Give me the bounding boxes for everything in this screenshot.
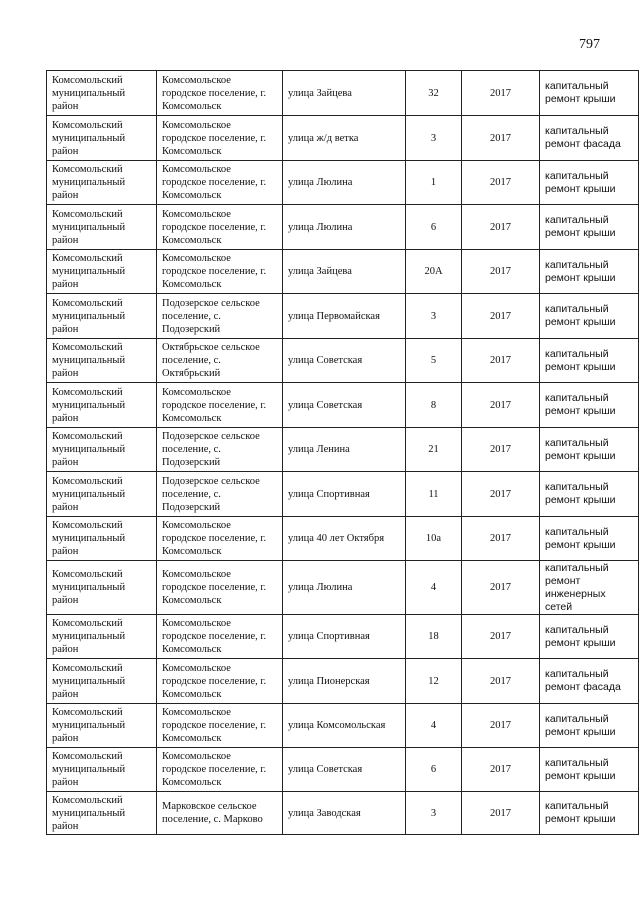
- year-cell: 2017: [462, 71, 540, 116]
- district-cell: Комсомольский муниципальный район: [47, 659, 157, 704]
- street-cell: улица Комсомольская: [283, 704, 406, 748]
- table-row: [47, 748, 639, 792]
- house-number-cell: 20А: [406, 250, 462, 294]
- house-number-cell: 4: [406, 704, 462, 748]
- house-number-cell: 11: [406, 472, 462, 517]
- street-cell: улица Советская: [283, 748, 406, 792]
- street-cell: улица Пионерская: [283, 659, 406, 704]
- repair-registry-table: [46, 70, 639, 835]
- work-type-cell: капитальный ремонт крыши: [540, 294, 639, 339]
- settlement-cell: Комсомольское городское поселение, г. Комсомольск: [157, 116, 283, 161]
- work-type-cell: капитальный ремонт инженерных сетей: [540, 561, 639, 615]
- year-cell: 2017: [462, 561, 540, 615]
- district-cell: Комсомольский муниципальный район: [47, 748, 157, 792]
- table-row: [47, 472, 639, 517]
- settlement-cell: Комсомольское городское поселение, г. Комсомольск: [157, 517, 283, 561]
- year-cell: 2017: [462, 339, 540, 383]
- house-number-cell: 6: [406, 205, 462, 250]
- street-cell: улица Люлина: [283, 161, 406, 205]
- district-cell: Комсомольский муниципальный район: [47, 472, 157, 517]
- table-row: [47, 659, 639, 704]
- district-cell: Комсомольский муниципальный район: [47, 294, 157, 339]
- settlement-cell: Марковское сельское поселение, с. Марково: [157, 792, 283, 835]
- table-row: [47, 161, 639, 205]
- table-row: [47, 71, 639, 116]
- table-row: [47, 339, 639, 383]
- year-cell: 2017: [462, 428, 540, 472]
- year-cell: 2017: [462, 161, 540, 205]
- table-row: [47, 294, 639, 339]
- district-cell: Комсомольский муниципальный район: [47, 71, 157, 116]
- district-cell: Комсомольский муниципальный район: [47, 250, 157, 294]
- house-number-cell: 1: [406, 161, 462, 205]
- work-type-cell: капитальный ремонт крыши: [540, 472, 639, 517]
- work-type-cell: капитальный ремонт крыши: [540, 339, 639, 383]
- table-row: [47, 383, 639, 428]
- house-number-cell: 8: [406, 383, 462, 428]
- street-cell: улица 40 лет Октября: [283, 517, 406, 561]
- work-type-cell: капитальный ремонт крыши: [540, 748, 639, 792]
- work-type-cell: капитальный ремонт фасада: [540, 116, 639, 161]
- settlement-cell: Комсомольское городское поселение, г. Комсомольск: [157, 161, 283, 205]
- house-number-cell: 4: [406, 561, 462, 615]
- settlement-cell: Комсомольское городское поселение, г. Комсомольск: [157, 615, 283, 659]
- settlement-cell: Комсомольское городское поселение, г. Комсомольск: [157, 704, 283, 748]
- year-cell: 2017: [462, 704, 540, 748]
- street-cell: улица Заводская: [283, 792, 406, 835]
- year-cell: 2017: [462, 116, 540, 161]
- house-number-cell: 12: [406, 659, 462, 704]
- house-number-cell: 5: [406, 339, 462, 383]
- street-cell: улица ж/д ветка: [283, 116, 406, 161]
- settlement-cell: Комсомольское городское поселение, г. Комсомольск: [157, 205, 283, 250]
- table-row: [47, 517, 639, 561]
- street-cell: улица Советская: [283, 383, 406, 428]
- street-cell: улица Зайцева: [283, 250, 406, 294]
- district-cell: Комсомольский муниципальный район: [47, 383, 157, 428]
- table-row: [47, 205, 639, 250]
- year-cell: 2017: [462, 472, 540, 517]
- table-row: [47, 250, 639, 294]
- house-number-cell: 21: [406, 428, 462, 472]
- year-cell: 2017: [462, 792, 540, 835]
- street-cell: улица Советская: [283, 339, 406, 383]
- district-cell: Комсомольский муниципальный район: [47, 517, 157, 561]
- work-type-cell: капитальный ремонт крыши: [540, 615, 639, 659]
- year-cell: 2017: [462, 748, 540, 792]
- house-number-cell: 6: [406, 748, 462, 792]
- house-number-cell: 3: [406, 294, 462, 339]
- work-type-cell: капитальный ремонт крыши: [540, 704, 639, 748]
- street-cell: улица Зайцева: [283, 71, 406, 116]
- table-row: [47, 428, 639, 472]
- settlement-cell: Комсомольское городское поселение, г. Комсомольск: [157, 250, 283, 294]
- year-cell: 2017: [462, 250, 540, 294]
- work-type-cell: капитальный ремонт крыши: [540, 383, 639, 428]
- table-row: [47, 561, 639, 615]
- street-cell: улица Первомайская: [283, 294, 406, 339]
- district-cell: Комсомольский муниципальный район: [47, 428, 157, 472]
- page-number: 797: [579, 37, 600, 52]
- table-row: [47, 116, 639, 161]
- settlement-cell: Комсомольское городское поселение, г. Комсомольск: [157, 71, 283, 116]
- work-type-cell: капитальный ремонт крыши: [540, 205, 639, 250]
- district-cell: Комсомольский муниципальный район: [47, 615, 157, 659]
- settlement-cell: Октябрьское сельское поселение, с. Октябрьский: [157, 339, 283, 383]
- settlement-cell: Подозерское сельское поселение, с. Подозерский: [157, 428, 283, 472]
- settlement-cell: Комсомольское городское поселение, г. Комсомольск: [157, 659, 283, 704]
- street-cell: улица Спортивная: [283, 472, 406, 517]
- year-cell: 2017: [462, 659, 540, 704]
- year-cell: 2017: [462, 383, 540, 428]
- year-cell: 2017: [462, 615, 540, 659]
- table-row: [47, 615, 639, 659]
- street-cell: улица Спортивная: [283, 615, 406, 659]
- district-cell: Комсомольский муниципальный район: [47, 116, 157, 161]
- year-cell: 2017: [462, 294, 540, 339]
- year-cell: 2017: [462, 517, 540, 561]
- district-cell: Комсомольский муниципальный район: [47, 704, 157, 748]
- house-number-cell: 18: [406, 615, 462, 659]
- district-cell: Комсомольский муниципальный район: [47, 561, 157, 615]
- work-type-cell: капитальный ремонт фасада: [540, 659, 639, 704]
- work-type-cell: капитальный ремонт крыши: [540, 161, 639, 205]
- work-type-cell: капитальный ремонт крыши: [540, 428, 639, 472]
- settlement-cell: Подозерское сельское поселение, с. Подозерский: [157, 472, 283, 517]
- district-cell: Комсомольский муниципальный район: [47, 792, 157, 835]
- street-cell: улица Люлина: [283, 561, 406, 615]
- settlement-cell: Комсомольское городское поселение, г. Комсомольск: [157, 561, 283, 615]
- table-row: [47, 792, 639, 835]
- table-row: [47, 704, 639, 748]
- work-type-cell: капитальный ремонт крыши: [540, 792, 639, 835]
- work-type-cell: капитальный ремонт крыши: [540, 517, 639, 561]
- house-number-cell: 32: [406, 71, 462, 116]
- house-number-cell: 10а: [406, 517, 462, 561]
- work-type-cell: капитальный ремонт крыши: [540, 71, 639, 116]
- house-number-cell: 3: [406, 116, 462, 161]
- house-number-cell: 3: [406, 792, 462, 835]
- district-cell: Комсомольский муниципальный район: [47, 161, 157, 205]
- settlement-cell: Подозерское сельское поселение, с. Подозерский: [157, 294, 283, 339]
- year-cell: 2017: [462, 205, 540, 250]
- district-cell: Комсомольский муниципальный район: [47, 205, 157, 250]
- street-cell: улица Ленина: [283, 428, 406, 472]
- district-cell: Комсомольский муниципальный район: [47, 339, 157, 383]
- work-type-cell: капитальный ремонт крыши: [540, 250, 639, 294]
- street-cell: улица Люлина: [283, 205, 406, 250]
- settlement-cell: Комсомольское городское поселение, г. Комсомольск: [157, 383, 283, 428]
- settlement-cell: Комсомольское городское поселение, г. Комсомольск: [157, 748, 283, 792]
